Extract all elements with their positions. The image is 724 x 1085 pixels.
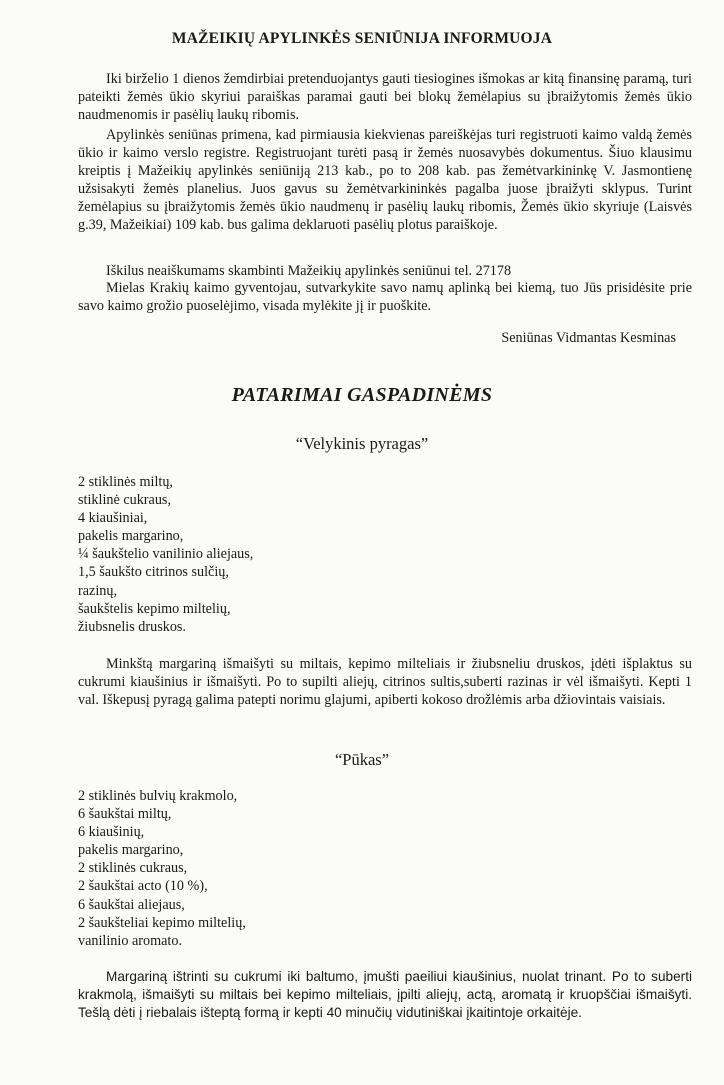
section-title: PATARIMAI GASPADINĖMS (231, 384, 493, 406)
recipe-method: Minkštą margariną išmaišyti su miltais, kepimo milteliais ir žiubsneliu druskos, įdėti išplaktus su cukrumi kiaušinius ir išmaišyti. Po to supilti aliejų, citrinos sultis,suberti razinas ir vėl išmaišyti. Kepti 1 val. Iškepusį pyragą galima patepti norimu glajumi, apiberti kokoso drožlėmis arba džiovintais vaisiais. (78, 656, 692, 708)
ingredient-item: 2 stiklinės bulvių krakmolo, (78, 788, 238, 804)
ingredient-item: žiubsnelis druskos. (78, 618, 186, 635)
notice-paragraph-appeal: Mielas Krakių kaimo gyventojau, sutvarkykite savo namų aplinką bei kiemą, tuo Jūs prisidėsite prie savo kaimo grožio puoselėjimo, visada mylėkite jį ir puoškite. (78, 280, 692, 314)
ingredient-item: 2 stiklinės miltų, (78, 474, 173, 490)
ingredient-item: 4 kiaušiniai, (78, 510, 148, 527)
notice-title: MAŽEIKIŲ APYLINKĖS SENIŪNIJA INFORMUOJA (171, 30, 553, 47)
ingredient-item: 2 stiklinės cukraus, (78, 860, 188, 877)
ingredient-list (78, 473, 253, 636)
notice-paragraph-phone: Iškilus neaiškumams skambinti Mažeikių apylinkės seniūnui tel. 27178 (106, 263, 512, 279)
ingredient-item: razinų, (78, 582, 117, 599)
notice-paragraph-registration: Apylinkės seniūnas primena, kad pirmiausia kiekvienas pareiškėjas turi registruoti kaimo valdą žemės ūkio ir kaimo verslo registre. Registruojant turėti pasą ir žemės nuosavybės dokumentus. Šiuo klausimu kreiptis į Mažeikių apylinkės seniūniją 213 kab., po to 208 kab. pas žemėtvarkininkę V. Jasmontienę užsisakyti žemės planelius. Juos gavus su žemėtvarkininkės pagalba juose įbraižyti sklypus. Turint žemėlapius su įbraižytomis žemės ūkio naudmenų ir pasėlių laukų ribomis, Žemės ūkio skyriuje (Laisvės g.39, Mažeikiai) 109 kab. bus galima deklaruoti pasėlių plotus paraiškoje. (78, 127, 692, 233)
ingredient-item: 6 šaukštai miltų, (78, 806, 172, 823)
recipe-title: “Velykinis pyragas” (295, 434, 429, 453)
ingredient-item: 6 kiaušinių, (78, 824, 145, 841)
ingredient-item: vanilinio aromato. (78, 932, 183, 949)
ingredient-list (78, 787, 246, 950)
ingredient-item: 2 šaukštai acto (10 %), (78, 878, 208, 895)
ingredient-item: ¼ šaukštelio vanilinio aliejaus, (78, 546, 254, 563)
recipe-method: Margariną ištrinti su cukrumi iki baltumo, įmušti paeiliui kiaušinius, nuolat trinant. Po to suberti krakmolą, išmaišyti su miltais bei kepimo milteliais, įpilti aliejų, actą, aromatą ir kruopščiai išmaišyti. Tešlą dėti į riebalais išteptą formą ir kepti 40 minučių vidutiniškai įkaitintoje orkaitėje. (78, 969, 692, 1020)
notice-paragraph-deadline: Iki birželio 1 dienos žemdirbiai pretenduojantys gauti tiesiogines išmokas ar kitą finansinę paramą, turi pateikti žemės ūkio skyriui paraiškas paramai gauti bei blokų žemėlapius su įbraižytomis žemės ūkio naudmenomis ir pasėlių laukų ribomis. (78, 71, 692, 123)
notice-signature: Seniūnas Vidmantas Kesminas (501, 330, 676, 346)
ingredient-item: 6 šaukštai aliejaus, (78, 896, 185, 913)
recipe-title: “Pūkas” (334, 750, 390, 769)
ingredient-item: stiklinė cukraus, (78, 492, 171, 509)
ingredient-item: pakelis margarino, (78, 842, 184, 859)
ingredient-item: pakelis margarino, (78, 528, 184, 545)
ingredient-item: 1,5 šaukšto citrinos sulčių, (78, 564, 229, 581)
ingredient-item: šaukštelis kepimo miltelių, (78, 600, 231, 617)
ingredient-item: 2 šaukšteliai kepimo miltelių, (78, 914, 246, 931)
